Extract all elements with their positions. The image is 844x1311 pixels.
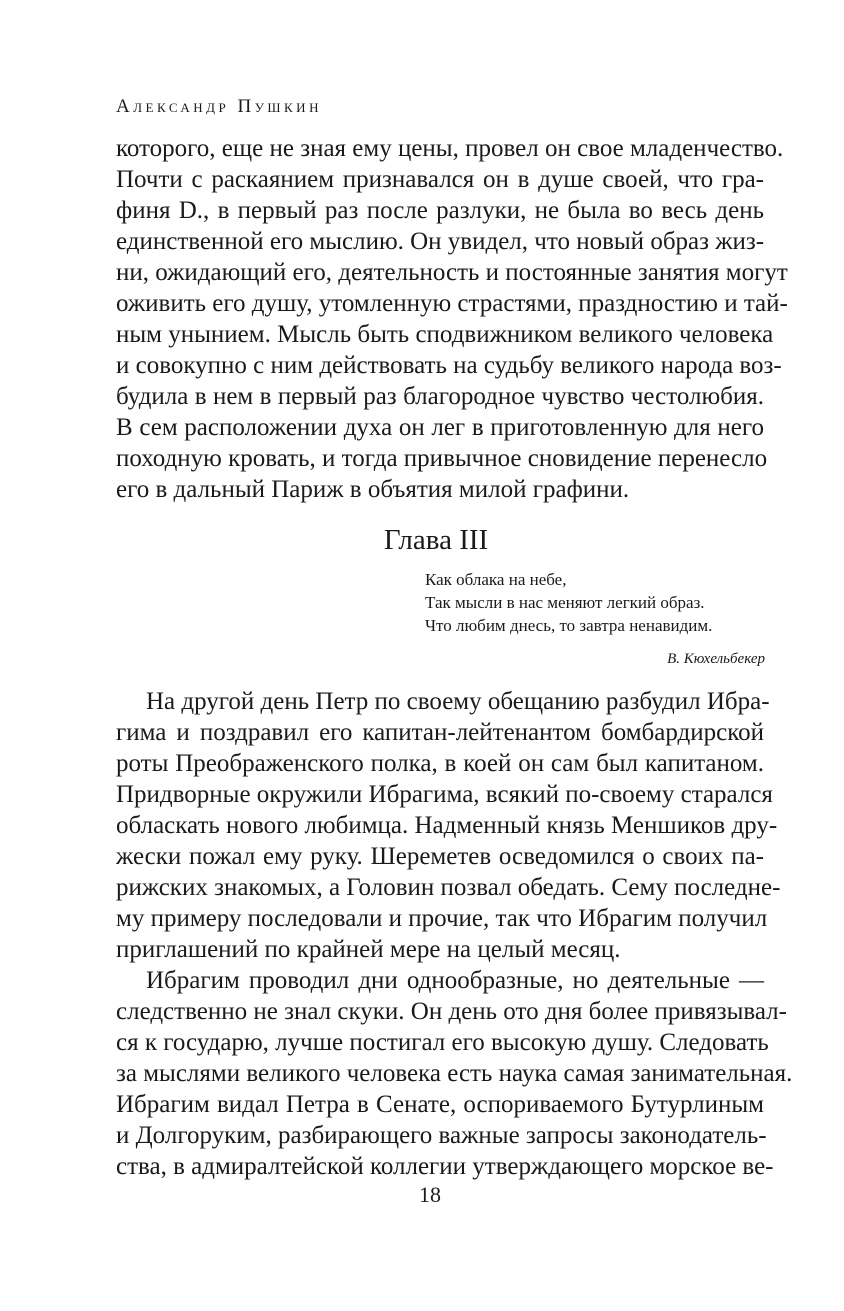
text-line: ся к государю, лучше постигал его высокую душу. Следовать [116,1029,769,1056]
text-line: и совокупно с ним действовать на судьбу великого народа воз- [116,352,782,379]
epigraph-line: Как облака на небе, [425,570,567,589]
text-line: гима и поздравил его капитан-лейтенантом бомбардирской [116,719,764,746]
epigraph-line: Что любим днесь, то завтра ненавидим. [425,616,713,635]
epigraph-author: В. Кюхельбекер [667,651,765,667]
text-line: му примеру последовали и прочие, так что Ибрагим получил [116,905,768,932]
text-line: На другой день Петр по своему обещанию разбудил Ибра- [146,688,770,715]
paragraph-chapter-opening [116,686,781,965]
text-line: Придворные окружили Ибрагима, всякий по-своему старался [116,781,773,808]
epigraph [425,568,765,670]
text-line: ства, в адмиралтейской коллегии утверждающего морское ве- [116,1153,774,1180]
text-line: Ибрагим проводил дни однообразные, но деятельные — [146,967,764,994]
text-line: за мыслями великого человека есть наука самая занимательная. [116,1060,793,1087]
text-line: Почти с раскаянием признавался он в душе своей, что гра- [116,166,764,193]
text-line: следственно не знал скуки. Он день ото дня более привязывал- [116,998,787,1025]
epigraph-line: Так мысли в нас меняют легкий образ. [425,593,705,612]
paragraph-ibragim [116,965,793,1182]
text-line: ни, ожидающий его, деятельность и постоянные занятия могут [116,259,788,286]
text-line: будила в нем в первый раз благородное чувство честолюбия. [116,383,764,410]
text-line: его в дальный Париж в объятия милой графини. [116,476,630,503]
text-line: и Долгоруким, разбирающего важные запросы законодатель- [116,1122,767,1149]
text-line: В сем расположении духа он лег в приготовленную для него [116,414,764,441]
text-line: ным унынием. Мысль быть сподвижником великого человека [116,321,774,348]
text-line: Ибрагим видал Петра в Сенате, оспориваемого Бутурлиным [116,1091,764,1118]
text-line: финя D., в первый раз после разлуки, не была во весь день [116,197,764,224]
page-number: 18 [419,1182,441,1207]
text-line: единственной его мыслию. Он увидел, что новый образ жиз- [116,228,765,255]
text-line: которого, еще не зная ему цены, провел он свое младенчество. [116,135,784,162]
running-head: Александр Пушкин [116,96,322,117]
text-line: роты Преображенского полка, в коей он сам был капитаном. [116,750,764,777]
text-line: оживить его душу, утомленную страстями, праздностию и тай- [116,290,788,317]
text-line: обласкать нового любимца. Надменный князь Меншиков дру- [116,812,778,839]
text-line: жески пожал ему руку. Шереметев осведомился о своих па- [116,843,764,870]
paragraph-continuation [116,133,788,505]
text-line: рижских знакомых, а Головин позвал обедать. Сему последне- [116,874,781,901]
text-line: походную кровать, и тогда привычное сновидение перенесло [116,445,768,472]
text-line: приглашений по крайней мере на целый месяц. [116,936,621,963]
chapter-title: Глава III [383,524,489,556]
